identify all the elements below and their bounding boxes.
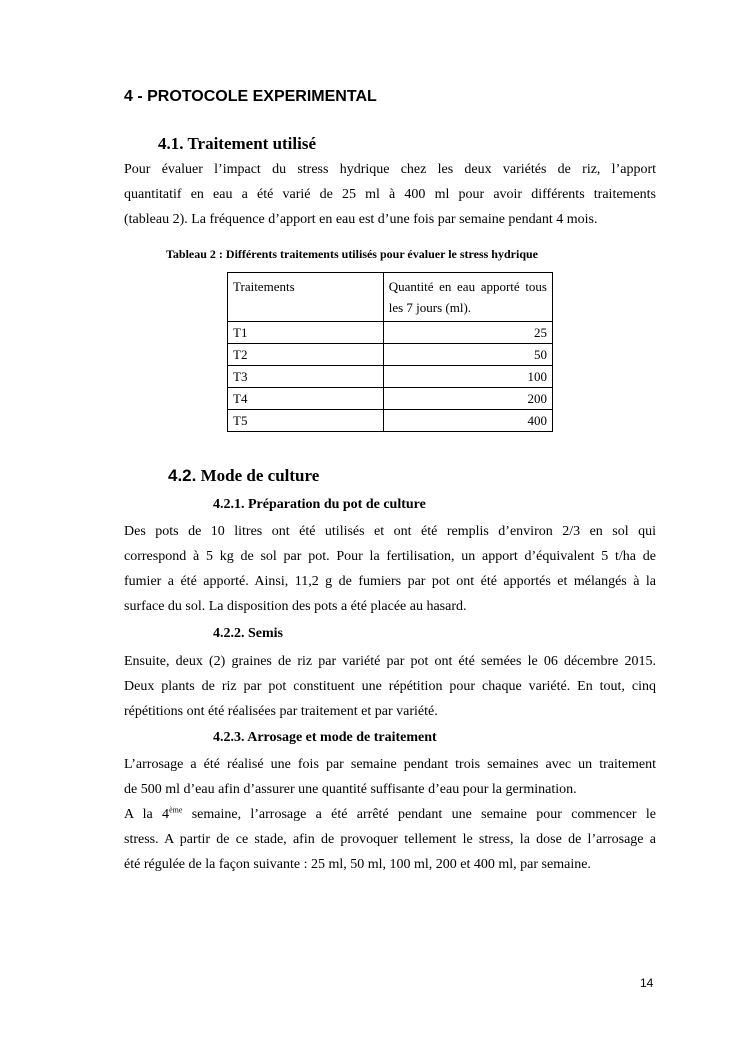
cell-quantity: 100	[383, 366, 552, 388]
paragraph-line: L’arrosage a été réalisé une fois par semaine pendant trois semaines avec un traitement	[124, 757, 656, 772]
table-caption: Tableau 2 : Différents traitements utilisés pour évaluer le stress hydrique	[166, 247, 538, 261]
cell-quantity: 25	[383, 322, 552, 344]
cell-treatment: T5	[228, 410, 384, 432]
table-row	[228, 388, 553, 410]
subsection-number: 4.2.	[168, 466, 197, 485]
subsection-title-4-1: 4.1. Traitement utilisé	[158, 134, 317, 153]
table-row	[228, 366, 553, 388]
table-row	[228, 322, 553, 344]
paragraph-line	[124, 802, 656, 827]
paragraph-line: Des pots de 10 litres ont été utilisés et ont été remplis d’environ 2/3 en sol qui	[124, 524, 656, 539]
cell-quantity: 400	[383, 410, 552, 432]
header-treatments: Traitements	[228, 273, 384, 322]
paragraph-4-1	[124, 157, 656, 232]
paragraph-line: répétitions ont été réalisées par traitement et par variété.	[124, 704, 438, 719]
paragraph-line: (tableau 2). La fréquence d’apport en eau est d’une fois par semaine pendant 4 mois.	[124, 212, 598, 227]
cell-treatment: T1	[228, 322, 384, 344]
cell-treatment: T2	[228, 344, 384, 366]
section-heading: 4 - PROTOCOLE EXPERIMENTAL	[124, 88, 377, 105]
paragraph-4-2-2	[124, 649, 656, 724]
cell-treatment: T4	[228, 388, 384, 410]
paragraph-line: Ensuite, deux (2) graines de riz par variété par pot ont été semées le 06 décembre 2015.	[124, 654, 656, 669]
paragraph-line: de 500 ml d’eau afin d’assurer une quantité suffisante d’eau pour la germination.	[124, 782, 577, 797]
table-header-row	[228, 273, 553, 322]
subsubsection-title-4-2-1: 4.2.1. Préparation du pot de culture	[213, 497, 426, 512]
paragraph-line: correspond à 5 kg de sol par pot. Pour la fertilisation, un apport d’équivalent 5 t/ha de	[124, 549, 656, 564]
table-row	[228, 410, 553, 432]
subsection-title-text: Mode de culture	[196, 466, 320, 485]
header-quantity: Quantité en eau apporté tous les 7 jours (ml).	[383, 273, 552, 322]
subsubsection-title-4-2-2: 4.2.2. Semis	[213, 626, 283, 641]
paragraph-line: Pour évaluer l’impact du stress hydrique chez les deux variétés de riz, l’apport	[124, 162, 656, 177]
cell-quantity: 50	[383, 344, 552, 366]
paragraph-line: fumier a été apporté. Ainsi, 11,2 g de fumiers par pot ont été apportés et mélangés à la	[124, 574, 656, 589]
subsubsection-title-4-2-3: 4.2.3. Arrosage et mode de traitement	[213, 730, 437, 745]
text-segment: semaine, l’arrosage a été arrêté pendant une semaine pour commencer le	[182, 807, 656, 822]
paragraph-4-2-3	[124, 752, 656, 877]
treatments-table	[227, 272, 553, 432]
page-number: 14	[640, 976, 654, 990]
cell-quantity: 200	[383, 388, 552, 410]
text-segment: A la 4	[124, 807, 170, 822]
cell-treatment: T3	[228, 366, 384, 388]
table-row	[228, 344, 553, 366]
subsection-title-4-2	[168, 466, 319, 486]
paragraph-4-2-1	[124, 519, 656, 619]
superscript: ème	[169, 805, 183, 815]
paragraph-line: stress. A partir de ce stade, afin de provoquer tellement le stress, la dose de l’arrosage a	[124, 832, 656, 847]
paragraph-line: été régulée de la façon suivante : 25 ml, 50 ml, 100 ml, 200 et 400 ml, par semaine.	[124, 857, 591, 872]
paragraph-line: surface du sol. La disposition des pots a été placée au hasard.	[124, 599, 467, 614]
paragraph-line: quantitatif en eau a été varié de 25 ml à 400 ml pour avoir différents traitements	[124, 187, 656, 202]
paragraph-line: Deux plants de riz par pot constituent une répétition pour chaque variété. En tout, cinq	[124, 679, 656, 694]
